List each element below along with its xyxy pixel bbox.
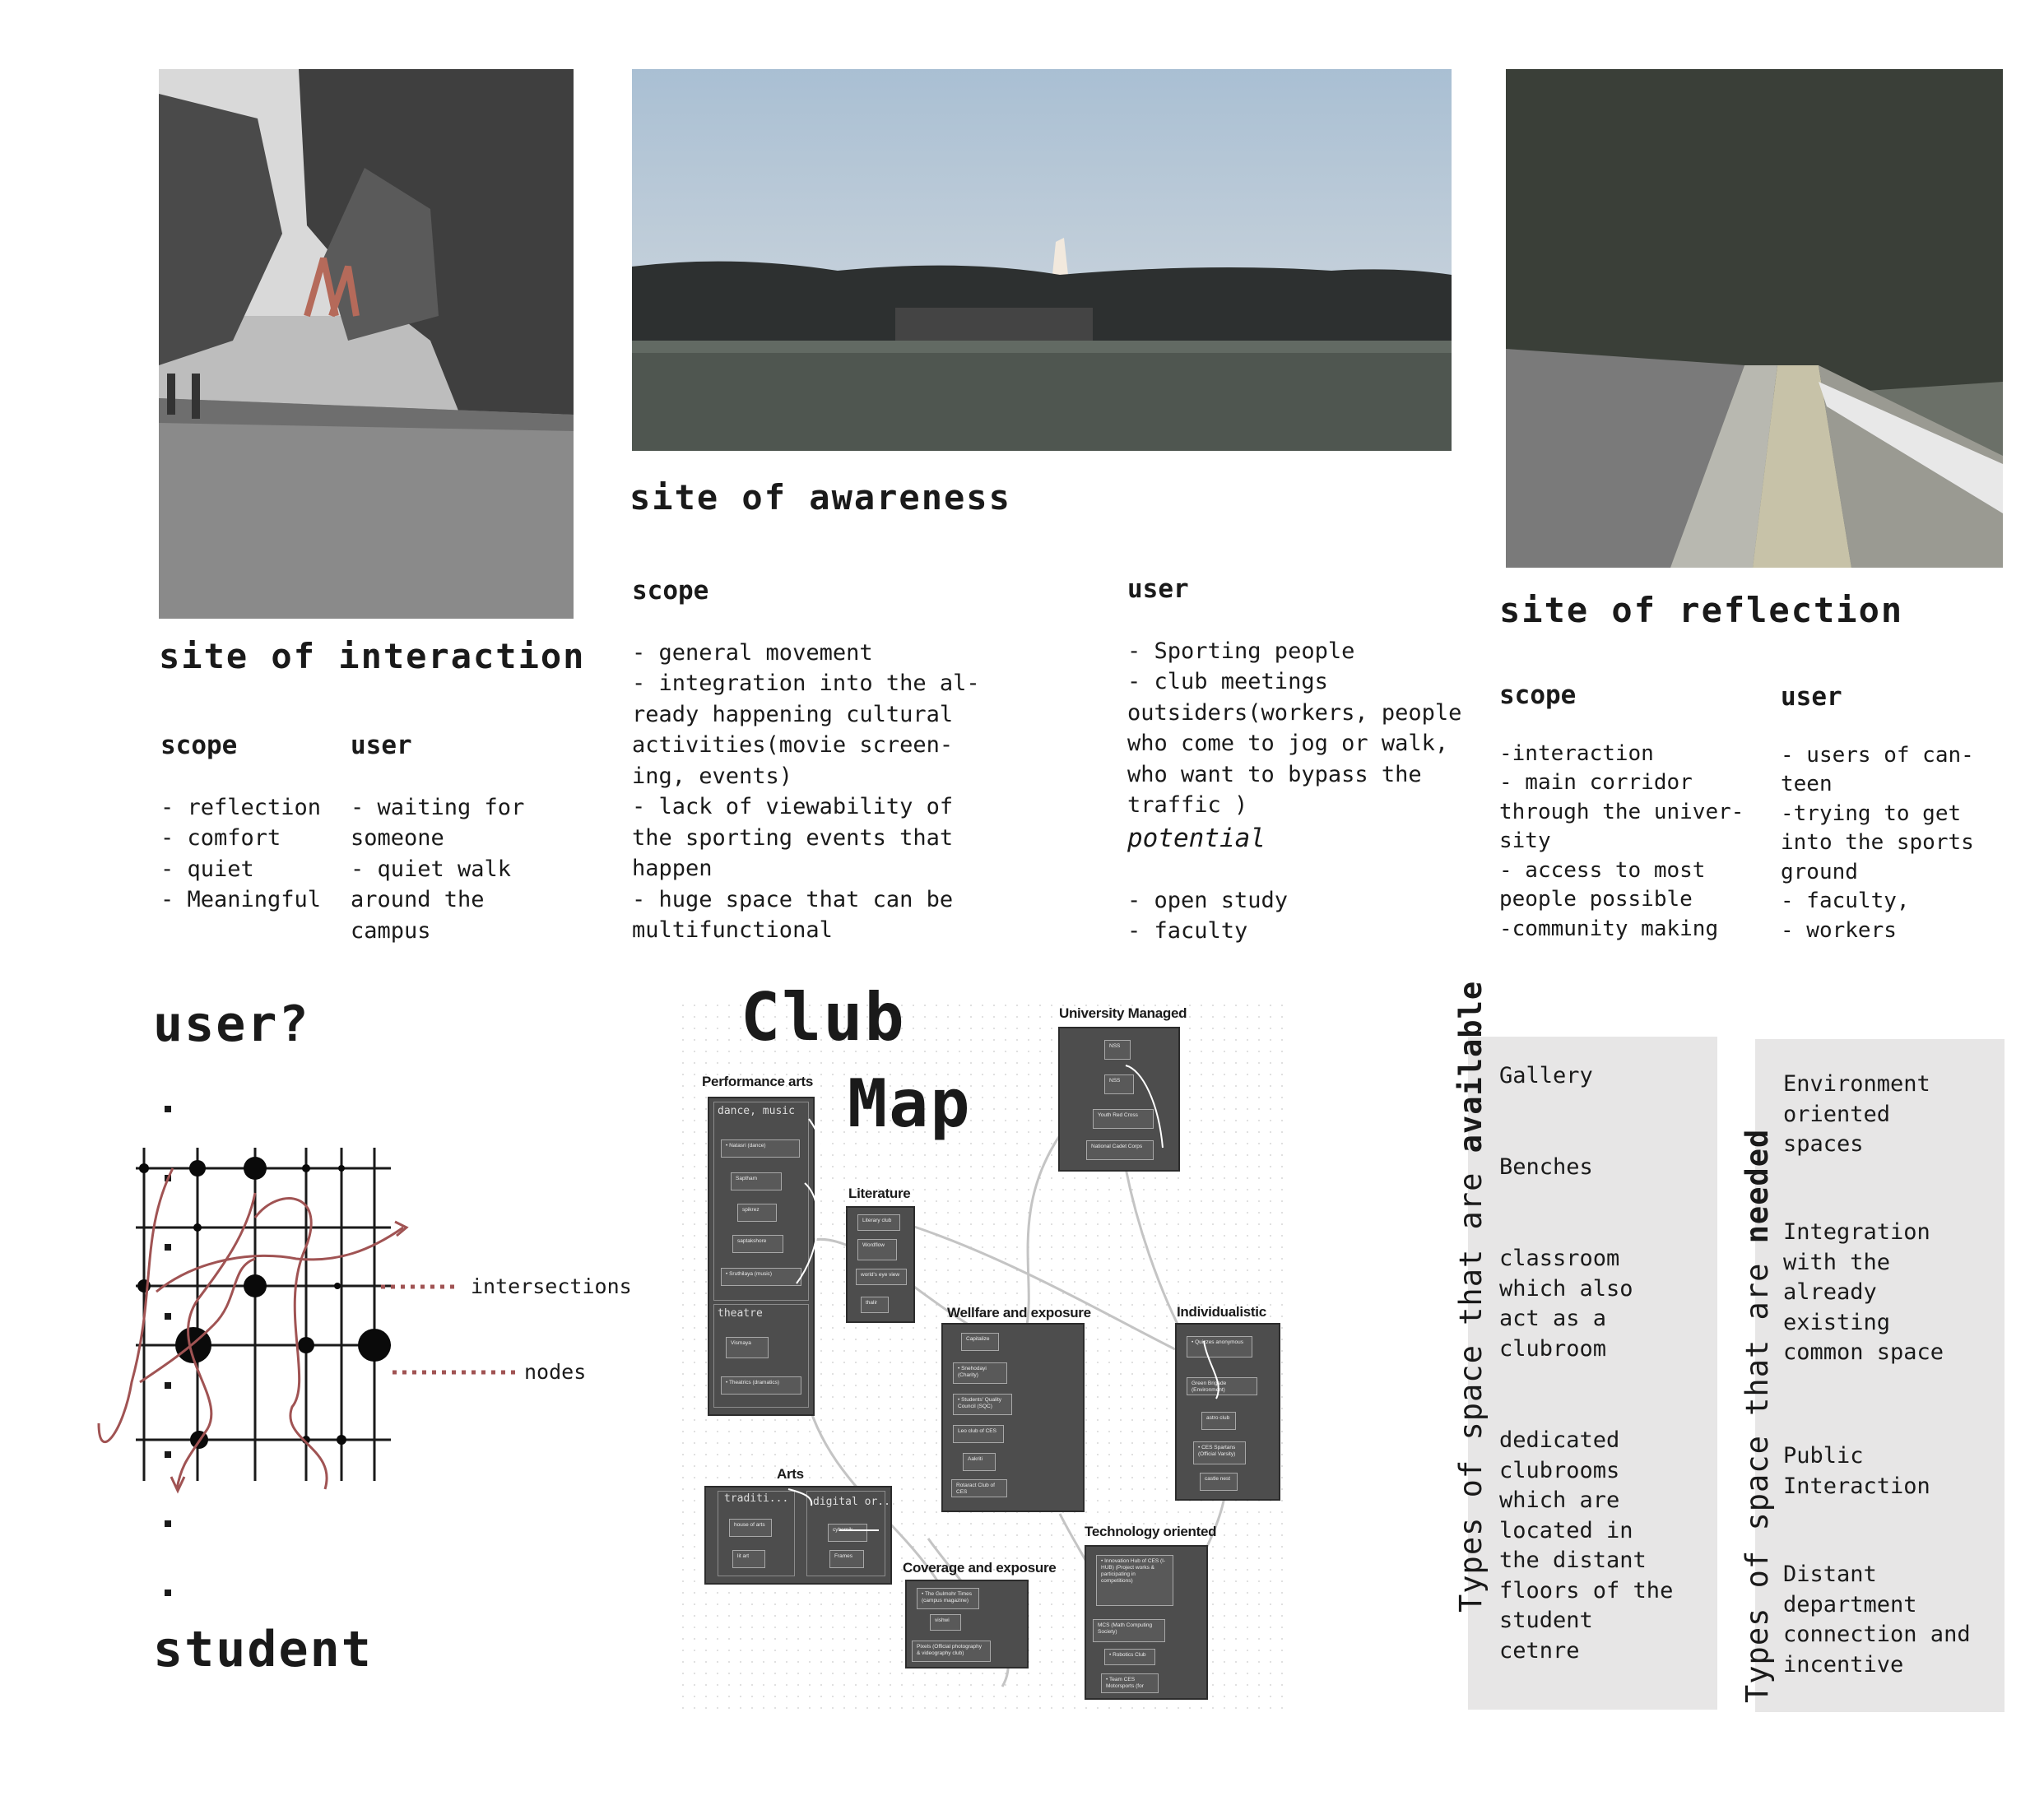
spaces-available-item: Gallery [1499, 1063, 1593, 1088]
spaces-needed-vertical-label [1740, 1129, 1775, 1703]
club-map-connectors [681, 1004, 1290, 1711]
user-network-diagram [91, 1135, 658, 1514]
club-item: • Robotics Club [1104, 1649, 1155, 1665]
wellfare-exposure-title: Wellfare and exposure [947, 1305, 1091, 1320]
club-item: Pixels (Official photography & videography club) [912, 1641, 991, 1662]
technology-oriented-title: Technology oriented [1085, 1524, 1217, 1539]
interaction-user-list: - waiting for someone - quiet walk around the campus [351, 794, 525, 944]
spaces-available-item: classroom which also act as a clubroom [1499, 1246, 1633, 1362]
spaces-needed-item: Environment oriented spaces [1783, 1071, 1930, 1157]
interaction-user-heading: user [351, 730, 412, 760]
nodes-label: nodes [524, 1360, 587, 1384]
club-item: Youth Red Cross [1093, 1109, 1154, 1129]
club-item: world's eye view [856, 1269, 907, 1285]
spaces-needed-item: Integration with the already existing common space [1783, 1219, 1944, 1365]
university-managed-title: University Managed [1059, 1005, 1187, 1021]
club-item: • Innovation Hub of CES (I-HUB) (Project works & participating in competitions) [1096, 1555, 1173, 1606]
traditional-label: traditi... [724, 1492, 789, 1505]
awareness-potential-column [1127, 792, 1374, 947]
photo-site-of-reflection [1506, 69, 2003, 568]
club-item: Rotaract Club of CES [951, 1479, 1007, 1497]
intersections-label: intersections [471, 1274, 632, 1298]
club-item: • CES Spartans (Official Varsity) [1193, 1441, 1246, 1464]
site-of-reflection-title: site of reflection [1499, 590, 1904, 630]
club-item: spikrez [737, 1204, 777, 1222]
club-item: MCS (Math Computing Society) [1093, 1619, 1165, 1642]
spaces-available-item: dedicated clubrooms which are located in the distant floors of the student cetnre [1499, 1427, 1674, 1664]
spaces-available-item: Benches [1499, 1154, 1593, 1180]
spaces-needed-list [1783, 1070, 2001, 1695]
awareness-scope-heading: scope [632, 575, 709, 606]
reflection-user-column [1781, 653, 2019, 945]
club-item: NSS [1104, 1074, 1134, 1094]
club-item: cybernik [828, 1524, 867, 1542]
club-item: NSS [1104, 1040, 1131, 1060]
club-item: Capitalize [961, 1333, 999, 1351]
interaction-scope-column [160, 699, 346, 916]
club-item: • Students' Quality Council (SQC) [953, 1394, 1012, 1415]
club-item: • Natasri (dance) [721, 1139, 800, 1158]
performance-arts-title: Performance arts [702, 1074, 814, 1089]
club-item: Aakriti [963, 1453, 996, 1471]
literature-title: Literature [848, 1186, 911, 1201]
club-item: • Snehodayi (Charity) [953, 1362, 1007, 1384]
dance-music-label: dance, music [718, 1105, 795, 1117]
club-item: lit art [732, 1550, 765, 1568]
club-item: Vismaya [726, 1337, 769, 1358]
awareness-potential-list: - open study - faculty [1127, 887, 1289, 944]
interaction-scope-list: - reflection - comfort - quiet - Meaningful [160, 794, 322, 912]
club-item: vishwi [930, 1614, 961, 1631]
student-label: student [153, 1621, 373, 1678]
ellipsis-dot [165, 1106, 171, 1112]
spaces-needed-vertical-bold: needed [1740, 1128, 1775, 1244]
reflection-scope-list: -interaction - main corridor through the univer- sity - access to most people possible -community making [1499, 740, 1744, 941]
spaces-available-vertical-bold: available [1453, 980, 1489, 1153]
site-of-interaction-title: site of interaction [159, 636, 586, 676]
club-map-title-club: Club [741, 979, 906, 1056]
reflection-user-heading: user [1781, 681, 1842, 712]
photo-site-of-awareness [632, 69, 1452, 451]
club-item: house of arts [729, 1519, 772, 1537]
spaces-needed-vertical-text: Types of space that are [1740, 1262, 1775, 1703]
club-item: castle nest [1200, 1473, 1238, 1491]
club-item: National Cadet Corps [1086, 1140, 1154, 1160]
awareness-potential-heading: potential [1127, 823, 1266, 853]
club-item: • Theatrics (dramatics) [721, 1376, 801, 1395]
club-item: Frames [829, 1550, 864, 1568]
club-item: Literary club [857, 1214, 900, 1231]
spaces-available-vertical-text: Types of space that are [1453, 1172, 1489, 1613]
spaces-available-list [1499, 1061, 1713, 1687]
interaction-scope-heading: scope [160, 730, 238, 760]
spaces-needed-item: Public Interaction [1783, 1443, 1930, 1499]
reflection-scope-column [1499, 652, 1763, 944]
club-item: astro club [1201, 1412, 1236, 1430]
user-question-title: user? [153, 996, 310, 1053]
digital-or-label: digital or... [813, 1496, 897, 1508]
club-item: • Quizzes anonymous [1187, 1336, 1252, 1358]
awareness-user-heading: user [1127, 573, 1189, 604]
ellipsis-dot [165, 1590, 171, 1596]
reflection-scope-heading: scope [1499, 680, 1577, 710]
club-item: Wordflow [857, 1239, 897, 1260]
awareness-user-column [1127, 543, 1514, 821]
awareness-user-list: - Sporting people - club meetings outsiders(workers, people who come to jog or walk, who want to bypass the traffic ) [1127, 638, 1462, 818]
club-item: Green Brigade (Environment) [1187, 1377, 1257, 1395]
coverage-exposure-title: Coverage and exposure [903, 1560, 1057, 1576]
arts-title: Arts [777, 1466, 804, 1482]
reflection-user-list: - users of can- teen -trying to get into the sports ground - faculty, - workers [1781, 742, 1974, 943]
awareness-scope-list: - general movement - integration into the al- ready happening cultural activities(movie screen- ing, events) - lack of viewability of the sporting events that happen - huge space that can be multifunctional [632, 639, 980, 943]
theatre-label: theatre [718, 1307, 763, 1320]
individualistic-title: Individualistic [1177, 1304, 1266, 1320]
club-item: Saptham [731, 1172, 782, 1190]
photo-site-of-interaction [159, 69, 574, 619]
club-item: • The Gulmohr Times (campus magazine) [917, 1588, 979, 1609]
spaces-needed-item: Distant department connection and incentive [1783, 1562, 1971, 1678]
spaces-available-vertical-label [1453, 981, 1489, 1613]
awareness-scope-column [632, 545, 1060, 946]
club-item: Leo club of CES [953, 1425, 1004, 1443]
club-map-title-map: Map [848, 1065, 972, 1142]
site-of-awareness-title: site of awareness [629, 477, 1011, 517]
club-item: saptakshore [732, 1235, 783, 1253]
club-item: thalir [861, 1297, 889, 1313]
club-item: • Team CES Motorsports (for [1101, 1673, 1159, 1693]
club-item: • Sruthilaya (music) [721, 1268, 801, 1286]
ellipsis-dot [165, 1520, 171, 1527]
interaction-user-column [351, 699, 564, 946]
